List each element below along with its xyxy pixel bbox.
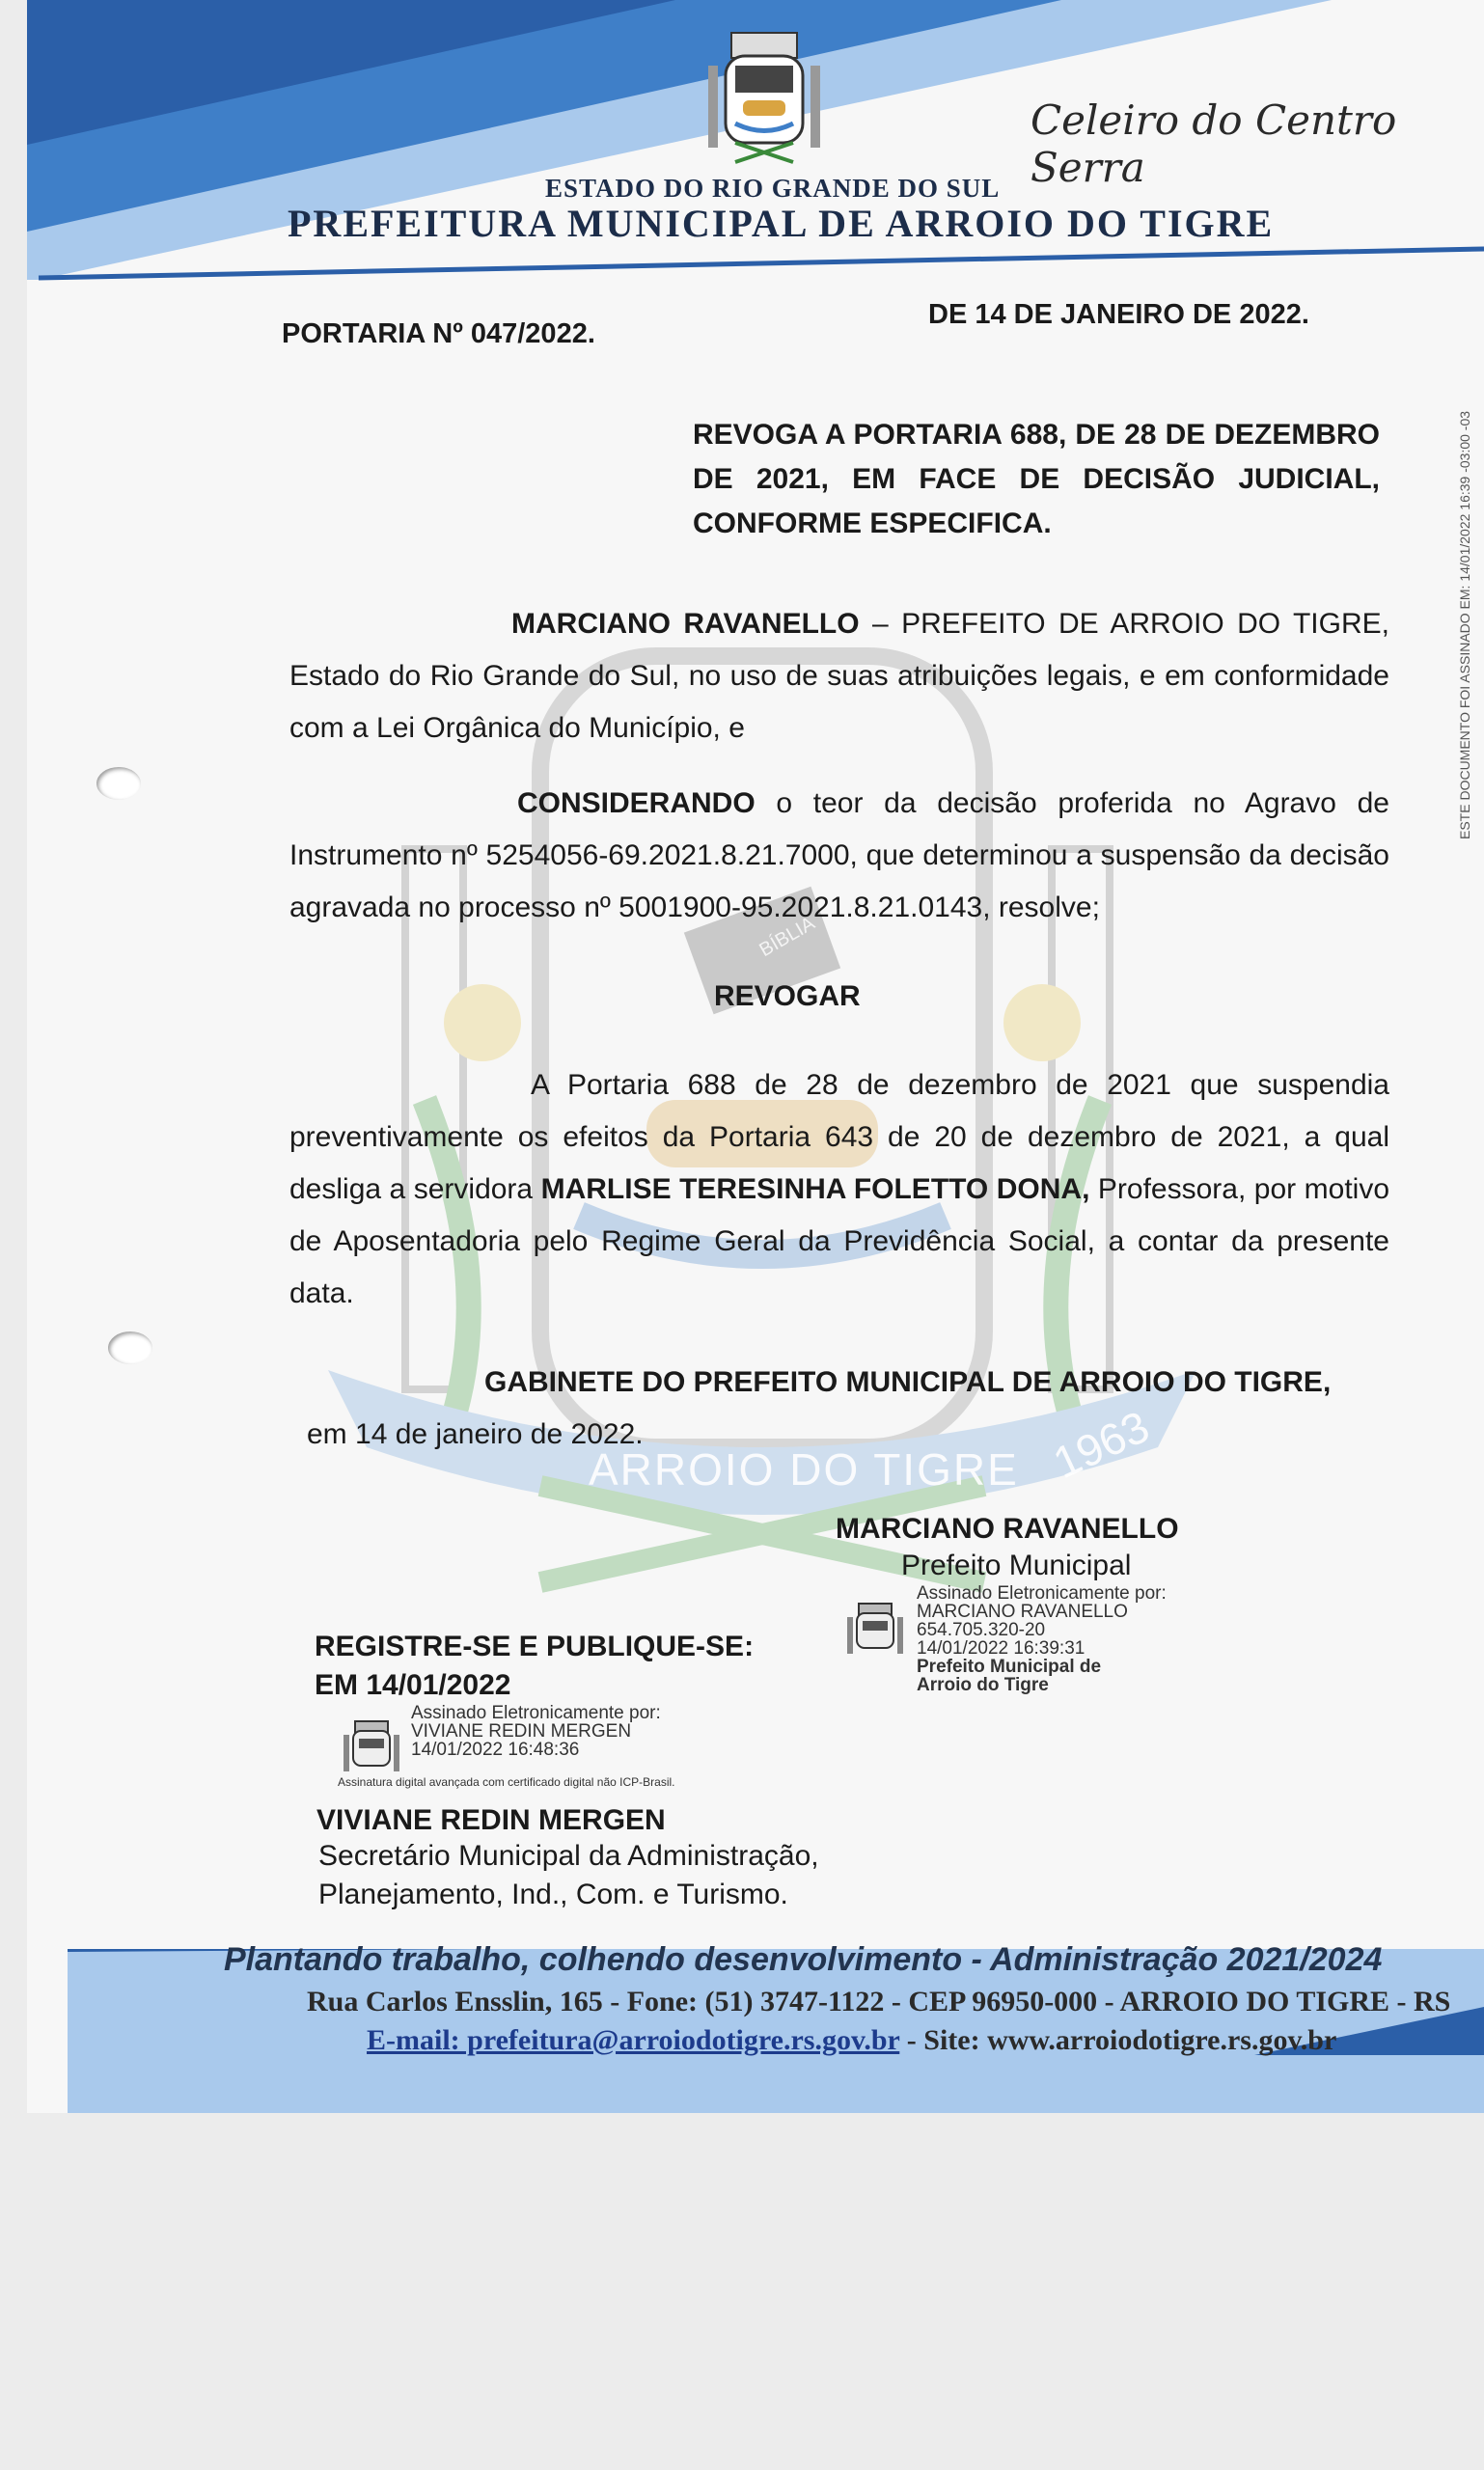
gabinete-line: GABINETE DO PREFEITO MUNICIPAL DE ARROIO DO TIGRE, <box>484 1366 1332 1398</box>
mayor-signature-name: MARCIANO RAVANELLO <box>836 1513 1179 1545</box>
footer-contact <box>367 2024 1336 2057</box>
paragraph-revogacao <box>289 1059 1389 1320</box>
footer-slogan: Plantando trabalho, colhendo desenvolvimento - Administração 2021/2024 <box>224 1941 1383 1978</box>
mayor-signature-role: Prefeito Municipal <box>901 1550 1132 1581</box>
preamble-text: – PREFEITO DE ARROIO DO TIGRE, Estado do Rio Grande do Sul, no uso de suas atribuições legais, e em conformidade com a Lei Orgânica do Município, e <box>289 608 1389 744</box>
registry-title: REGISTRE-SE E PUBLIQUE-SE: <box>315 1631 755 1662</box>
secretary-role-line2: Planejamento, Ind., Com. e Turismo. <box>318 1879 788 1910</box>
coat-of-arms-logo <box>697 27 832 172</box>
mayor-stamp-line3: 654.705.320-20 <box>917 1620 1046 1640</box>
footer-site: - Site: www.arroiodotigre.rs.gov.br <box>899 2024 1337 2056</box>
portaria-number: PORTARIA Nº 047/2022. <box>282 318 595 349</box>
mayor-stamp-line1: Assinado Eletronicamente por: <box>917 1583 1167 1604</box>
registry-electronic-stamp <box>411 1704 661 1759</box>
footer-address: Rua Carlos Ensslin, 165 - Fone: (51) 3747-1122 - CEP 96950-000 - ARROIO DO TIGRE - RS <box>307 1986 1451 2017</box>
footer-email-link[interactable]: E-mail: prefeitura@arroiodotigre.rs.gov.br <box>367 2024 900 2056</box>
considerando-text: o teor da decisão proferida no Agravo de Instrumento nº 5254056-69.2021.8.21.7000, que determinou a suspensão da decisão agravada no processo nº 5001900-95.2021.8.21.0143, resolve; <box>289 787 1389 923</box>
secretary-name: VIVIANE REDIN MERGEN <box>316 1804 666 1836</box>
header-slogan: Celeiro do Centro Serra <box>1031 96 1397 191</box>
signature-note: Assinatura digital avançada com certificado digital não ICP-Brasil. <box>338 1775 675 1789</box>
mayor-stamp-line4: 14/01/2022 16:39:31 <box>917 1638 1086 1659</box>
mayor-electronic-stamp <box>917 1584 1167 1694</box>
punch-hole-top <box>96 767 141 800</box>
paragraph-preamble <box>289 598 1389 755</box>
registry-stamp-line3: 14/01/2022 16:48:36 <box>411 1740 580 1760</box>
revogacao-text-a: A Portaria 688 de 28 de dezembro de 2021 que suspendia preventivamente os efeitos da Portaria 643 de 20 de dezembro de 2021, a qual desliga a servidora <box>289 1069 1389 1205</box>
mayor-stamp-line6: Arroio do Tigre <box>917 1675 1049 1695</box>
portaria-ementa: REVOGA A PORTARIA 688, DE 28 DE DEZEMBRO DE 2021, EM FACE DE DECISÃO JUDICIAL, CONFORME ESPECIFICA. <box>693 419 1380 539</box>
watermark-year: 1963 <box>1045 1400 1157 1489</box>
place-date: em 14 de janeiro de 2022. <box>307 1418 644 1450</box>
servidora-name: MARLISE TERESINHA FOLETTO DONA, <box>540 1173 1090 1205</box>
mayor-stamp-line2: MARCIANO RAVANELLO <box>917 1602 1128 1622</box>
secretary-role-line1: Secretário Municipal da Administração, <box>318 1840 819 1872</box>
considerando-label: CONSIDERANDO <box>517 787 756 819</box>
punch-hole-bottom <box>108 1331 152 1364</box>
mayor-stamp-emblem-icon <box>845 1600 905 1660</box>
paragraph-considerando <box>289 778 1389 934</box>
side-verification-note: ESTE DOCUMENTO FOI ASSINADO EM: 14/01/2022 16:39 -03:00 -03 <box>1457 410 1472 839</box>
revogacao-text-b: Professora, por motivo de Aposentadoria pelo Regime Geral da Previdência Social, a contar da presente data. <box>289 1173 1389 1309</box>
revogar-heading: REVOGAR <box>714 980 861 1012</box>
state-name: ESTADO DO RIO GRANDE DO SUL <box>545 174 1001 203</box>
registry-stamp-line2: VIVIANE REDIN MERGEN <box>411 1721 632 1742</box>
mayor-name-inline: MARCIANO RAVANELLO <box>511 608 860 640</box>
mayor-stamp-line5: Prefeito Municipal de <box>917 1657 1102 1677</box>
registry-stamp-emblem-icon <box>342 1717 401 1777</box>
portaria-date: DE 14 DE JANEIRO DE 2022. <box>928 299 1309 330</box>
prefeitura-title: PREFEITURA MUNICIPAL DE ARROIO DO TIGRE <box>288 202 1275 245</box>
registry-stamp-line1: Assinado Eletronicamente por: <box>411 1703 661 1723</box>
secretary-role <box>318 1837 819 1914</box>
watermark-banner: ARROIO DO TIGRE <box>589 1444 1019 1495</box>
watermark-book: BÍBLIA <box>756 912 819 962</box>
registry-date: EM 14/01/2022 <box>315 1669 511 1701</box>
